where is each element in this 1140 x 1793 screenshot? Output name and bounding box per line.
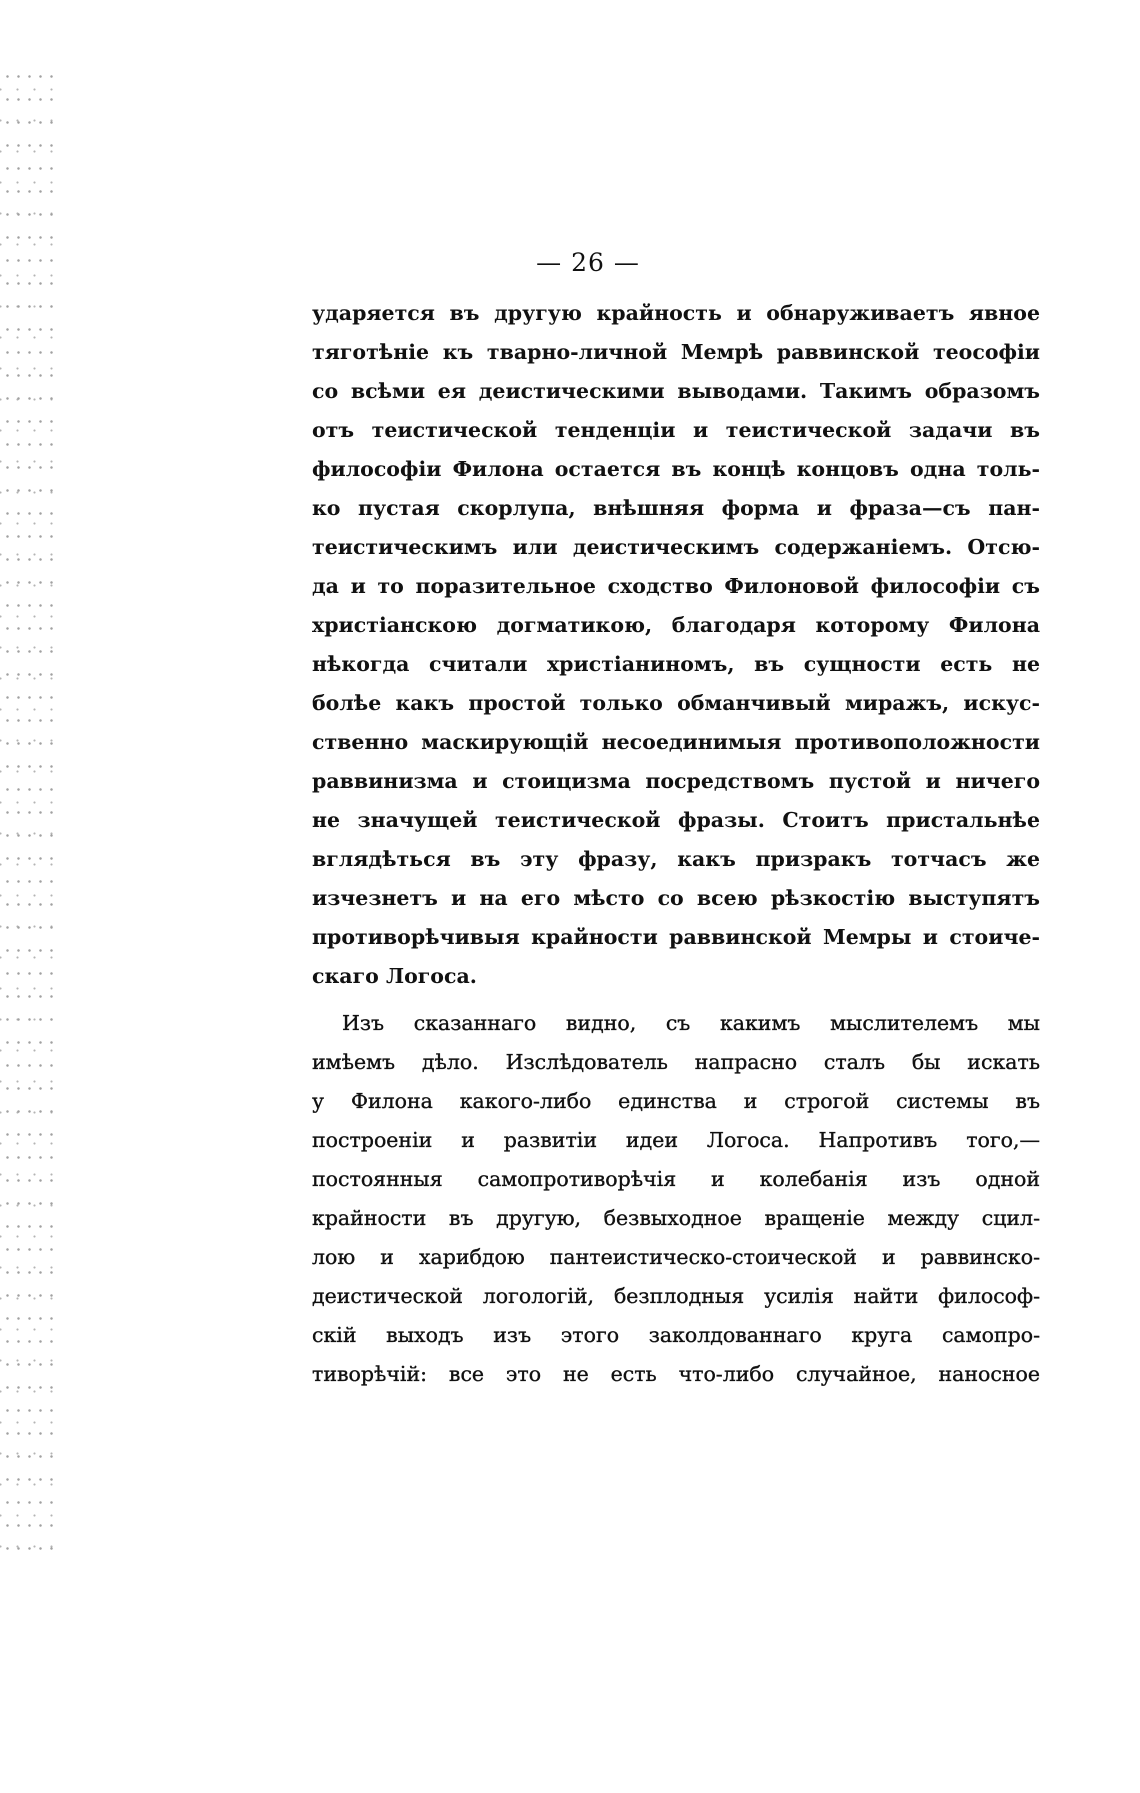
text-line: теистическимъ или деистическимъ содержаніемъ. Отсю- [312,535,1040,559]
paragraph-2 [312,1004,1040,1394]
text-line: построеніи и развитіи идеи Логоса. Напротивъ того,— [312,1128,1040,1152]
text-line: вглядѣться въ эту фразу, какъ призракъ тотчасъ же [312,847,1040,871]
paragraph-gap [312,996,1040,1004]
text-line: изчезнетъ и на его мѣсто со всею рѣзкостію выступятъ [312,886,1040,910]
text-line: философіи Филона остается въ концѣ концовъ одна толь- [312,457,1040,481]
text-line: ко пустая скорлупа, внѣшняя форма и фраза—съ пан- [312,496,1040,520]
paragraph-1 [312,294,1040,996]
text-line: постоянныя самопротиворѣчія и колебанія изъ одной [312,1167,1040,1191]
text-line: крайности въ другую, безвыходное вращеніе между сцил- [312,1206,1040,1230]
text-line: ударяется въ другую крайность и обнаруживаетъ явное [312,301,1040,325]
text-line: болѣе какъ простой только обманчивый миражъ, искус- [312,691,1040,715]
text-line: Изъ сказаннаго видно, съ какимъ мыслителемъ мы [342,1011,1040,1035]
text-line: тяготѣніе къ тварно-личной Мемрѣ раввинской теософіи [312,340,1040,364]
text-line: имѣемъ дѣло. Изслѣдователь напрасно сталъ бы искать [312,1050,1040,1074]
text-line: со всѣми ея деистическими выводами. Такимъ образомъ [312,379,1040,403]
text-line: скій выходъ изъ этого заколдованнаго круга самопро- [312,1323,1040,1347]
text-line: противорѣчивыя крайности раввинской Мемры и стоиче- [312,925,1040,949]
text-line: тиворѣчій: все это не есть что-либо случайное, наносное [312,1362,1040,1386]
page-number: — 26 — [536,248,640,277]
text-line: да и то поразительное сходство Филоновой философіи съ [312,574,1040,598]
text-line: отъ теистической тенденціи и теистической задачи въ [312,418,1040,442]
text-line: деистической логологій, безплодныя усилія найти философ- [312,1284,1040,1308]
body-text [312,294,1040,1394]
text-line: раввинизма и стоицизма посредствомъ пустой и ничего [312,769,1040,793]
text-line: нѣкогда считали христіаниномъ, въ сущности есть не [312,652,1040,676]
text-line: у Филона какого-либо единства и строгой системы въ [312,1089,1040,1113]
text-line: лою и харибдою пантеистическо-стоической и раввинско- [312,1245,1040,1269]
text-line: ственно маскирующій несоединимыя противоположности [312,730,1040,754]
text-line: христіанскою догматикою, благодаря которому Филона [312,613,1040,637]
text-line: скаго Логоса. [312,964,477,988]
text-line: не значущей теистической фразы. Стоитъ пристальнѣе [312,808,1040,832]
scan-noise [0,60,60,1560]
